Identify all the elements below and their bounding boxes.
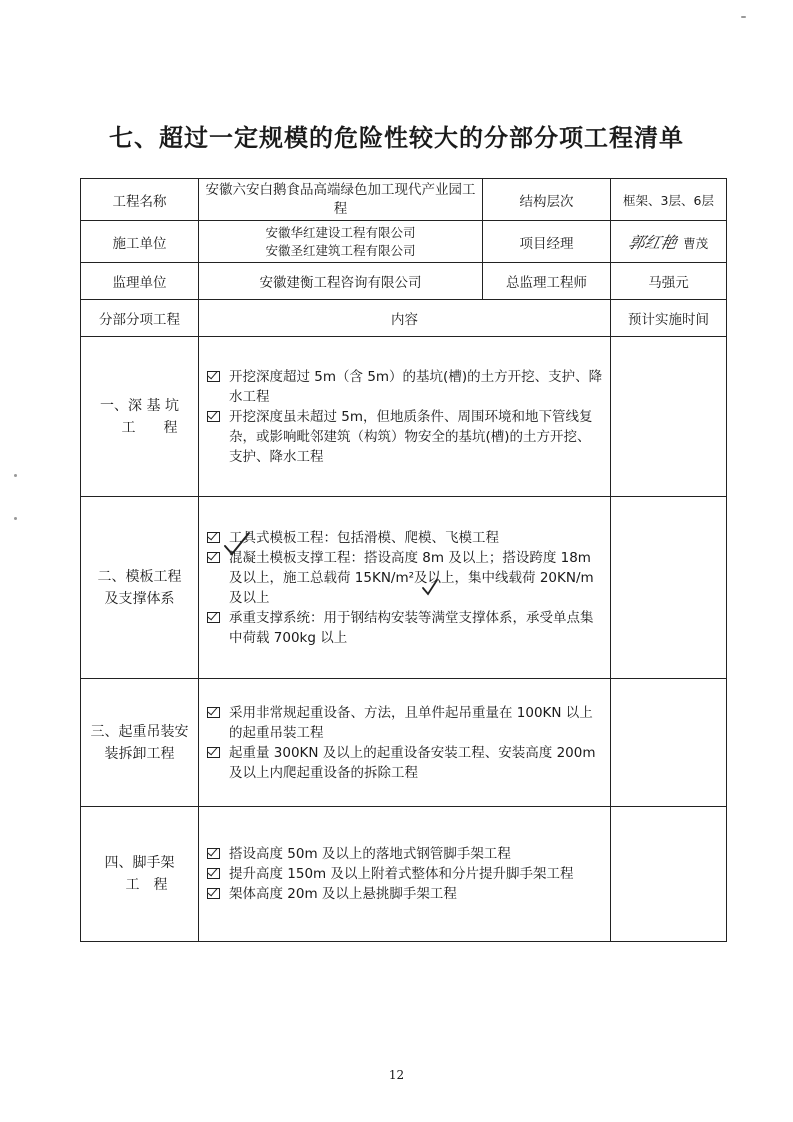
checked-checkbox-icon [207,411,220,422]
section-row [81,497,727,679]
checked-checkbox-icon [207,747,220,758]
chief-supervisor-label: 总监理工程师 [483,263,611,300]
planned-time-cell [611,679,727,807]
checked-checkbox-icon [207,888,220,899]
supervision-unit-label: 监理单位 [81,263,199,300]
construction-unit-label: 施工单位 [81,221,199,263]
checked-checkbox-icon [207,532,220,543]
list-item [205,407,604,467]
planned-time-cell [611,497,727,679]
item-text: 起重量 300KN 及以上的起重设备安装工程、安装高度 200m 及以上内爬起重设备的拆除工程 [229,744,596,781]
section-label-line: 二、模板工程 [97,568,182,585]
column-header-section: 分部分项工程 [81,300,199,337]
section-label-line: 四、脚手架 [104,855,175,871]
list-item [205,548,604,608]
section-label-line: 及支撑体系 [104,590,175,607]
item-text: 开挖深度虽未超过 5m，但地质条件、周围环境和地下管线复杂，或影响毗邻建筑（构筑）物安全的基坑(槽)的土方开挖、支护、降水工程 [229,408,593,465]
section-items [199,679,611,807]
hazard-project-table [80,178,727,942]
checked-checkbox-icon [207,612,220,623]
list-item [205,844,604,864]
item-text: 混凝土模板支撑工程：搭设高度 8m 及以上；搭设跨度 18m 及以上，施工总载荷 15KN/m²及以上，集中线载荷 20KN/m 及以上 [229,549,594,606]
structure-label: 结构层次 [483,179,611,221]
planned-time-cell [611,807,727,942]
list-item [205,608,604,648]
item-text: 搭设高度 50m 及以上的落地式钢管脚手架工程 [229,846,511,862]
list-item [205,864,604,884]
list-item [205,743,604,783]
item-text: 架体高度 20m 及以上悬挑脚手架工程 [229,886,457,902]
planned-time-cell [611,337,727,497]
handwritten-check-icon [222,530,252,558]
section-row [81,679,727,807]
project-name-label: 工程名称 [81,179,199,221]
section-row [81,337,727,497]
column-header-content: 内容 [199,300,611,337]
section-label-line: 装拆卸工程 [104,745,175,762]
section-label-line: 一、深 基 坑 [100,397,179,414]
section-items [199,807,611,942]
page-title: 七、超过一定规模的危险性较大的分部分项工程清单 [109,124,684,152]
structure-value: 框架、3层、6层 [611,179,727,221]
item-text: 承重支撑系统：用于钢结构安装等满堂支撑体系，承受单点集中荷载 700kg 以上 [229,609,594,646]
checked-checkbox-icon [207,707,220,718]
item-text: 开挖深度超过 5m（含 5m）的基坑(槽)的土方开挖、支护、降水工程 [229,368,603,405]
section-label-line: 工 程 [121,419,178,436]
list-item [205,884,604,904]
scan-speck-icon [741,16,746,18]
section-items [199,337,611,497]
project-manager-label: 项目经理 [483,221,611,263]
section-label [81,807,199,942]
checked-checkbox-icon [207,552,220,563]
item-text: 提升高度 150m 及以上附着式整体和分片提升脚手架工程 [229,866,574,882]
construction-unit-value [199,221,483,263]
supervision-unit-value: 安徽建衡工程咨询有限公司 [199,263,483,300]
section-label [81,337,199,497]
project-manager-value [611,221,727,263]
checked-checkbox-icon [207,848,220,859]
project-manager-signature: 郭红艳 [626,233,679,252]
section-row [81,807,727,942]
scan-speck-icon [14,517,17,520]
section-label [81,497,199,679]
checked-checkbox-icon [207,371,220,382]
list-item [205,528,604,548]
list-item [205,367,604,407]
section-label-line: 工 程 [125,877,168,893]
construction-unit-2: 安徽圣红建筑工程有限公司 [265,242,416,258]
list-item [205,703,604,743]
section-label-line: 三、起重吊装安 [90,723,189,740]
item-text: 采用非常规起重设备、方法，且单件起吊重量在 100KN 以上的起重吊装工程 [229,704,593,741]
handwritten-check-icon [420,578,440,598]
construction-unit-1: 安徽华红建设工程有限公司 [265,224,416,240]
checked-checkbox-icon [207,868,220,879]
page-number: 12 [388,1068,405,1082]
project-name-value: 安徽六安白鹅食品高端绿色加工现代产业园工程 [199,179,483,221]
scan-speck-icon [14,474,17,477]
project-manager-name: 曹茂 [683,236,709,251]
column-header-time: 预计实施时间 [611,300,727,337]
chief-supervisor-value: 马强元 [611,263,727,300]
section-label [81,679,199,807]
item-text: 工具式模板工程：包括滑模、爬模、飞模工程 [229,529,499,546]
section-items [199,497,611,679]
